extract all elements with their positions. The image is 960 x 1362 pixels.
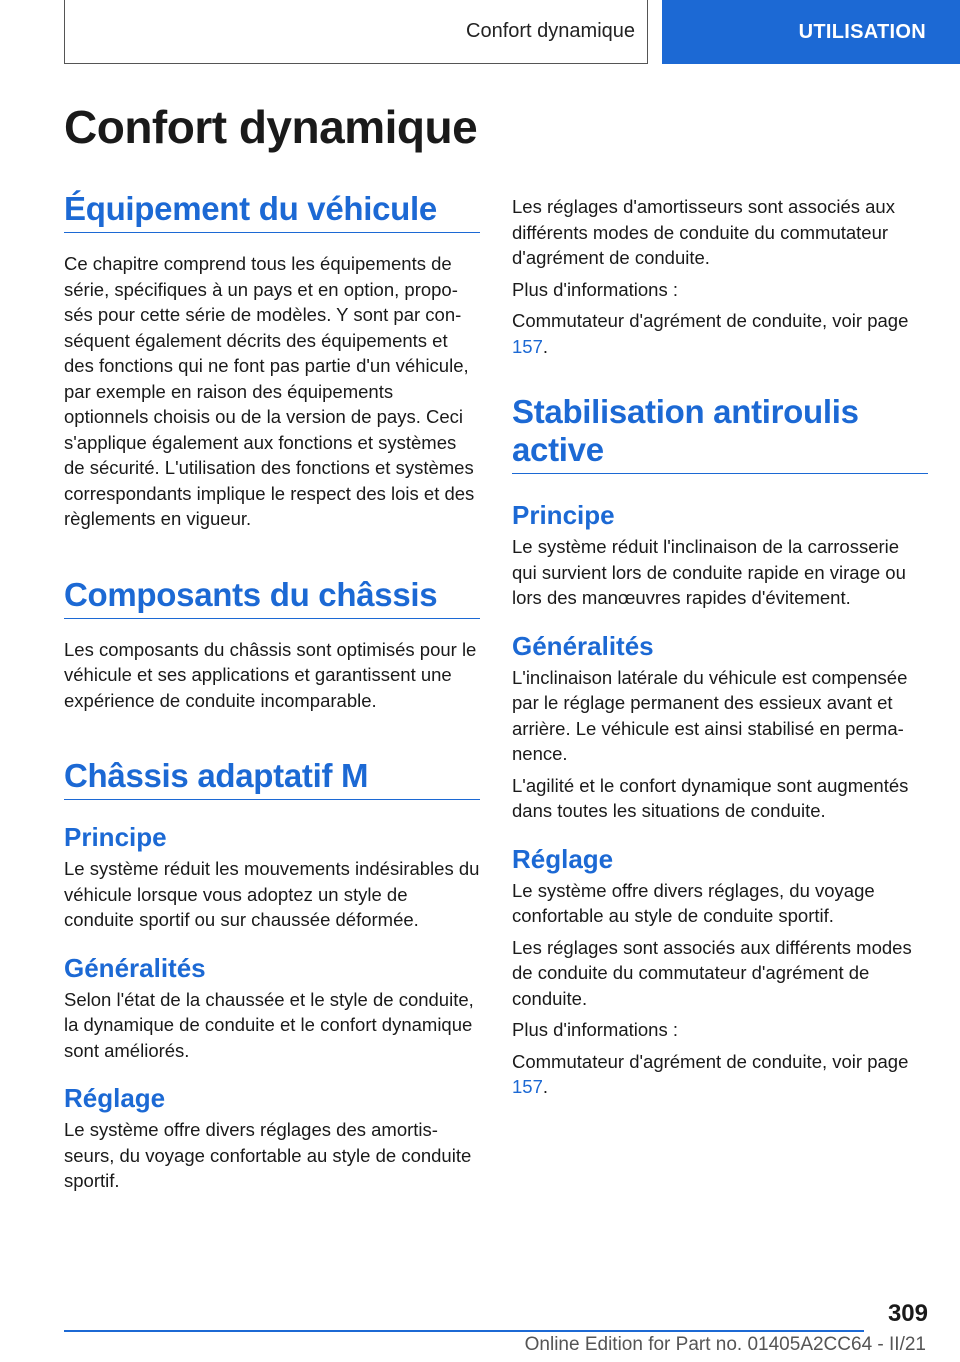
header-section-box	[64, 0, 648, 64]
heading-equipement: Équipement du véhicule	[64, 190, 480, 233]
text-voir-page-2-suffix: .	[542, 1076, 549, 1097]
subheading-generalites-2: Généralités	[512, 630, 654, 661]
page-link[interactable]: 157	[512, 335, 543, 357]
page-link-2[interactable]: 157	[512, 1076, 543, 1097]
header-section-title: Confort dynamique	[466, 20, 635, 42]
page-title: Confort dynamique	[64, 101, 478, 153]
page-number: 309	[887, 1300, 928, 1327]
subheading-reglage-2: Réglage	[512, 843, 614, 874]
footer-edition: Online Edition for Part no. 01405A2CC64 - II/21	[524, 1334, 926, 1355]
header-chapter-tab[interactable]	[662, 0, 960, 64]
heading-chassis-adaptatif: Châssis adaptatif M	[64, 757, 480, 800]
text-voir-page-2	[512, 1049, 928, 1100]
text-voir-page-suffix: .	[542, 335, 549, 357]
text-reglage: Le système offre divers réglages des amortisseurs, du voyage confortable au style de conduite sportif.	[64, 1119, 472, 1191]
heading-stabilisation: Stabilisation antiroulis active	[512, 393, 928, 474]
subheading-reglage: Réglage	[64, 1083, 166, 1113]
text-voir-page	[512, 308, 928, 359]
subheading-principe: Principe	[64, 822, 167, 852]
text-voir-page-2-prefix: Commutateur d'agrément de conduite, voir page	[512, 1050, 909, 1072]
subheading-generalites: Généralités	[64, 952, 206, 983]
text-generalites: Selon l'état de la chaussée et le style de conduite, la dynamique de conduite et le confort dynamique sont améliorés.	[64, 988, 474, 1061]
text-reglage-2b: Les réglages sont associés aux différents modes de conduite du commutateur d'agrément de conduite.	[512, 936, 912, 1009]
text-generalites-2a: L'inclinaison latérale du véhicule est compensée par le réglage permanent des essieux avant et arrière. Le véhicule est ainsi stabilisé en permanence.	[512, 666, 908, 764]
right-column	[512, 194, 928, 1100]
text-voir-page-prefix: Commutateur d'agrément de conduite, voir page	[512, 310, 909, 331]
text-plus-info: Plus d'informations :	[512, 278, 678, 300]
text-reglage-2c: Plus d'informations :	[512, 1019, 678, 1040]
text-principe-2: Le système réduit l'inclinaison de la carrosserie qui survient lors de conduite rapide en virage ou lors des manœuvres rapides d'évitement.	[512, 536, 906, 608]
text-reglage-2a: Le système offre divers réglages, du voyage confortable au style de conduite sportif.	[512, 879, 875, 926]
footer-divider	[64, 1330, 864, 1332]
text-composants: Les composants du châssis sont optimisés pour le véhicule et ses applications et garantissent une expérience de conduite incomparable.	[64, 638, 477, 711]
text-principe: Le système réduit les mouvements indésirables du véhicule lorsque vous adoptez un style de conduite sportif ou sur chaussée déformée.	[64, 858, 480, 930]
text-generalites-2b: L'agilité et le confort dynamique sont augmentés dans toutes les situations de conduite.	[512, 774, 909, 821]
heading-composants: Composants du châssis	[64, 576, 480, 619]
header-chapter-label: UTILISATION	[798, 20, 926, 43]
subheading-principe-2: Principe	[512, 500, 615, 530]
text-equipement: Ce chapitre comprend tous les équipements de série, spécifiques à un pays et en option, proposés pour cette série de modèles. Y sont par conséquent également décrits des équipements et des fonctions qui ne font pas partie d'un véhicule, par exemple en raison des équipements optionnels choisis ou de la version de pays. Ceci s'applique également aux fonctions et systèmes de sécurité. L'utilisation des fonctions et systèmes correspondants implique le respect des lois et des règlements en vigueur.	[64, 253, 475, 529]
text-amortisseurs: Les réglages d'amortisseurs sont associés aux différents modes de conduite du commutateur d'agrément de conduite.	[512, 196, 895, 268]
left-column	[64, 190, 480, 1194]
